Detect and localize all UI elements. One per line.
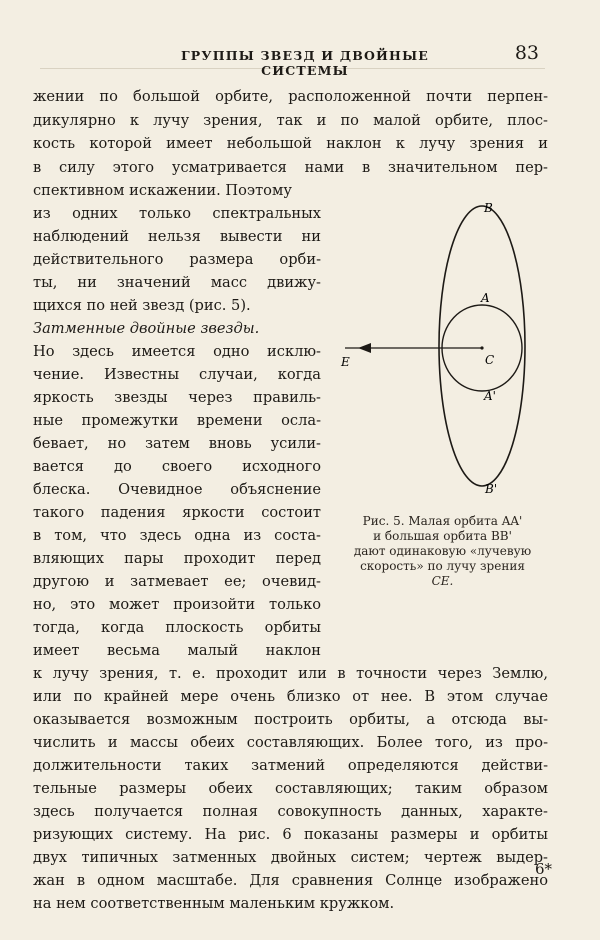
text-line: в том, что здесь одна из соста- — [33, 527, 321, 544]
running-head: ГРУППЫ ЗВЕЗД И ДВОЙНЫЕ СИСТЕМЫ — [180, 48, 430, 78]
caption-line: скорость» по лучу зрения — [360, 559, 525, 573]
label-b-prime: B' — [485, 482, 498, 496]
caption-line: дают одинаковую «лучевую — [353, 544, 532, 558]
text-line: тельные размеры обеих составляющих; таким образом — [33, 780, 548, 797]
label-a: A — [481, 291, 490, 305]
caption-line: и большая орбита BB' — [373, 529, 512, 543]
text-line: вляющих пары проходит перед — [33, 550, 321, 567]
text-line: бевает, но затем вновь усили- — [33, 435, 321, 452]
text-line: числить и массы обеих составляющих. Более того, из про- — [33, 734, 548, 751]
text-line: вается до своего исходного — [33, 458, 321, 475]
text-line: оказывается возможным построить орбиты, а отсюда вы- — [33, 711, 548, 728]
label-b: B — [484, 201, 493, 215]
text-line: действительного размера орби- — [33, 251, 321, 268]
orbit-figure — [325, 196, 550, 516]
center-point — [480, 346, 483, 349]
label-e: E — [341, 355, 350, 369]
text-line: Но здесь имеется одно исклю- — [33, 343, 321, 360]
text-line: наблюдений нельзя вывести ни — [33, 228, 321, 245]
text-line: щихся по ней звезд (рис. 5). — [33, 297, 251, 314]
text-line: должительности таких затмений определяются действи- — [33, 757, 548, 774]
signature-mark: 6* — [534, 860, 552, 878]
caption-line: Рис. 5. Малая орбита AA' — [362, 514, 523, 528]
text-line: блеска. Очевидное объяснение — [33, 481, 321, 498]
sight-arrow-icon — [358, 343, 371, 353]
text-line: жан в одном масштабе. Для сравнения Солнце изображено — [33, 872, 548, 889]
text-line: жении по большой орбите, расположенной почти перпен- — [33, 88, 548, 105]
text-line: чение. Известны случаи, когда — [33, 366, 321, 383]
page-header — [40, 42, 545, 78]
text-line: но, это может произойти только — [33, 596, 321, 613]
text-line: дикулярно к лучу зрения, так и по малой орбите, плос- — [33, 112, 548, 129]
label-a-prime: A' — [484, 389, 496, 403]
text-line: из одних только спектральных — [33, 205, 321, 222]
text-line: такого падения яркости состоит — [33, 504, 321, 521]
text-line: двух типичных затменных двойных систем; чертеж выдер- — [33, 849, 548, 866]
text-line: к лучу зрения, т. е. проходит или в точности через Землю, — [33, 665, 548, 682]
text-line: другою и затмевает ее; очевид- — [33, 573, 321, 590]
text-line: спективном искажении. Поэтому — [33, 182, 292, 199]
figure-caption — [330, 514, 555, 589]
text-line: ные промежутки времени осла- — [33, 412, 321, 429]
text-line: тогда, когда плоскость орбиты — [33, 619, 321, 636]
text-line: ризующих систему. На рис. 6 показаны размеры и орбиты — [33, 826, 548, 843]
text-line: ты, ни значений масс движу- — [33, 274, 321, 291]
text-line: здесь получается полная совокупность данных, характе- — [33, 803, 548, 820]
page-number: 83 — [514, 42, 539, 64]
section-heading: Затменные двойные звезды. — [33, 320, 260, 337]
text-line: кость которой имеет небольшой наклон к лучу зрения и — [33, 135, 548, 152]
text-line: яркость звезды через правиль- — [33, 389, 321, 406]
text-line: имеет весьма малый наклон — [33, 642, 321, 659]
label-c: C — [485, 353, 495, 367]
large-orbit-bb — [439, 206, 525, 486]
text-line: или по крайней мере очень близко от нее. В этом случае — [33, 688, 548, 705]
text-line: на нем соответственным маленьким кружком. — [33, 895, 395, 912]
caption-line: CE. — [431, 574, 454, 588]
text-line: в силу этого усматривается нами в значительном пер- — [33, 159, 548, 176]
